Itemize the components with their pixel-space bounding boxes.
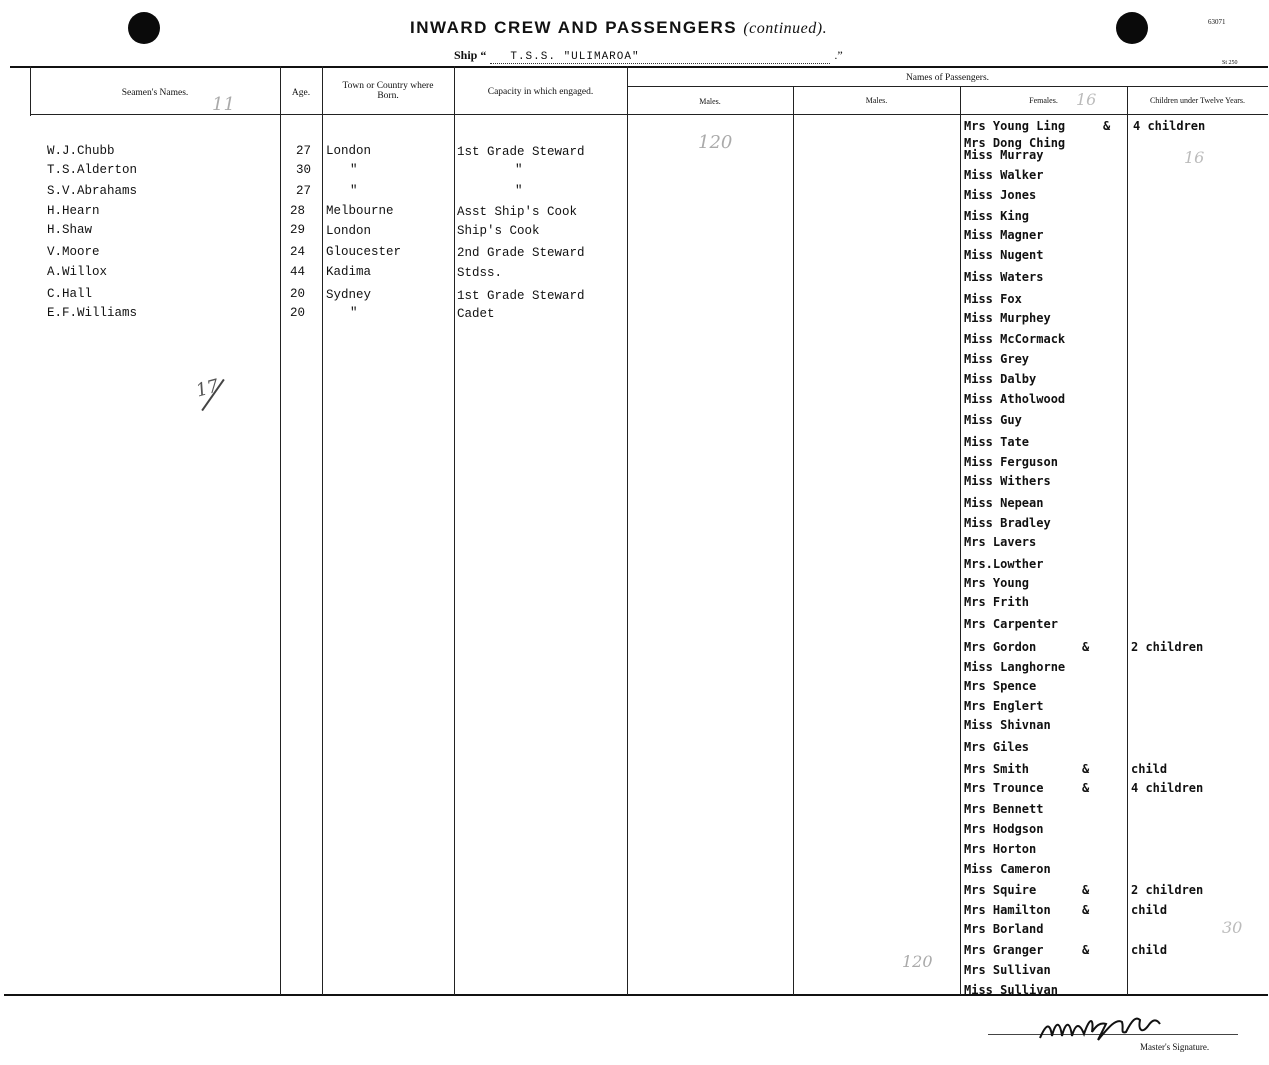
- crew-age: 20: [290, 287, 306, 301]
- col-divider-females: [960, 86, 961, 995]
- pencil-female-count: 16: [1076, 90, 1097, 109]
- pencil-crew-mark: 17: [193, 375, 222, 402]
- female-passenger-name: Mrs Squire: [964, 883, 1037, 897]
- children-count: child: [1131, 943, 1168, 957]
- ship-name: T.S.S. "ULIMAROA": [490, 51, 830, 64]
- ampersand: &: [1082, 903, 1090, 917]
- children-count: 2 children: [1131, 883, 1204, 897]
- female-passenger-name: Miss Grey: [964, 352, 1030, 366]
- crew-capacity: 1st Grade Steward: [457, 289, 585, 303]
- female-passenger-name: Miss Atholwood: [964, 392, 1066, 406]
- pencil-seamen-count: 11: [212, 94, 235, 115]
- crew-town: London: [326, 144, 372, 158]
- form-number: 63071: [1208, 18, 1226, 26]
- female-passenger-name: Miss Murray: [964, 148, 1044, 162]
- crew-name: H.Hearn: [47, 204, 100, 218]
- punch-hole-left: [128, 12, 160, 44]
- female-passenger-name: Mrs Englert: [964, 699, 1044, 713]
- ampersand: &: [1082, 762, 1090, 776]
- form-code: St 250: [1222, 60, 1238, 66]
- female-passenger-name: Miss Sullivan: [964, 983, 1058, 997]
- crew-name: T.S.Alderton: [47, 163, 138, 177]
- crew-age: 29: [290, 223, 306, 237]
- crew-capacity: 2nd Grade Steward: [457, 246, 585, 260]
- col-divider-town: [322, 66, 323, 995]
- form-title: INWARD CREW AND PASSENGERS (continued).: [410, 18, 828, 37]
- female-passenger-name: Miss Nepean: [964, 496, 1044, 510]
- pencil-bottom-mark: 120: [902, 952, 933, 971]
- female-passenger-name: Miss McCormack: [964, 332, 1066, 346]
- crew-age: 44: [290, 265, 306, 279]
- crew-capacity: Stdss.: [457, 266, 503, 280]
- female-passenger-name: Miss Fox: [964, 292, 1022, 306]
- female-passenger-name: Mrs Sullivan: [964, 963, 1051, 977]
- female-passenger-name: Mrs Carpenter: [964, 617, 1058, 631]
- female-passenger-name: Miss Nugent: [964, 248, 1044, 262]
- female-passenger-name: Miss Dalby: [964, 372, 1037, 386]
- female-passenger-name: Miss Bradley: [964, 516, 1051, 530]
- ampersand: &: [1082, 883, 1090, 897]
- crew-age: 27: [296, 184, 312, 198]
- crew-town: ": [350, 163, 358, 177]
- pencil-child-count: 16: [1184, 148, 1205, 167]
- crew-age: 20: [290, 306, 306, 320]
- punch-hole-right: [1116, 12, 1148, 44]
- female-passenger-name: Mrs Granger: [964, 943, 1044, 957]
- col-divider-males2: [793, 86, 794, 995]
- header-seamen: Seamen's Names.: [121, 88, 189, 98]
- female-passenger-name: Mrs Bennett: [964, 802, 1044, 816]
- female-passenger-name: Miss Walker: [964, 168, 1044, 182]
- children-count: 4 children: [1131, 781, 1204, 795]
- female-passenger-name: Miss Langhorne: [964, 660, 1066, 674]
- female-passenger-name: Miss Cameron: [964, 862, 1051, 876]
- crew-town: Sydney: [326, 288, 372, 302]
- crew-name: H.Shaw: [47, 223, 93, 237]
- female-passenger-name: Miss Magner: [964, 228, 1044, 242]
- crew-age: 28: [290, 204, 306, 218]
- female-passenger-name: Mrs Spence: [964, 679, 1037, 693]
- female-passenger-name: Miss Ferguson: [964, 455, 1058, 469]
- table-bottom-rule: [4, 994, 1268, 996]
- pencil-right-mark: 30: [1222, 918, 1243, 937]
- crew-name: S.V.Abrahams: [47, 184, 138, 198]
- ampersand: &: [1082, 943, 1090, 957]
- female-passenger-name: Mrs Young: [964, 576, 1030, 590]
- crew-name: W.J.Chubb: [47, 144, 115, 158]
- female-passenger-name: Miss Withers: [964, 474, 1051, 488]
- crew-capacity: 1st Grade Steward: [457, 145, 585, 159]
- female-passenger-name: Mrs Hamilton: [964, 903, 1051, 917]
- crew-age: 30: [296, 163, 312, 177]
- female-passenger-name: Miss Jones: [964, 188, 1037, 202]
- female-passenger-name: Mrs Horton: [964, 842, 1037, 856]
- crew-town: Gloucester: [326, 245, 402, 259]
- crew-town: ": [350, 184, 358, 198]
- female-passenger-name: Mrs Young Ling: [964, 119, 1066, 133]
- header-males-2: Males.: [865, 96, 888, 105]
- header-town: Town or Country where Born.: [342, 81, 434, 101]
- female-passenger-name: Mrs Smith: [964, 762, 1030, 776]
- female-passenger-name: Miss Shivnan: [964, 718, 1051, 732]
- crew-name: E.F.Williams: [47, 306, 138, 320]
- crew-capacity: ": [515, 184, 523, 198]
- female-passenger-name: Mrs Borland: [964, 922, 1044, 936]
- crew-name: C.Hall: [47, 287, 93, 301]
- crew-name: V.Moore: [47, 245, 100, 259]
- crew-age: 27: [296, 144, 312, 158]
- female-passenger-name: Mrs Giles: [964, 740, 1030, 754]
- female-passenger-name: Mrs Hodgson: [964, 822, 1044, 836]
- female-passenger-name: Mrs.Lowther: [964, 557, 1044, 571]
- col-divider-age: [280, 66, 281, 995]
- female-passenger-name: Miss Waters: [964, 270, 1044, 284]
- crew-town: Melbourne: [326, 204, 394, 218]
- ampersand: &: [1082, 640, 1090, 654]
- crew-town: Kadima: [326, 265, 372, 279]
- crew-age: 24: [290, 245, 306, 259]
- children-count: 2 children: [1131, 640, 1204, 654]
- female-passenger-name: Mrs Trounce: [964, 781, 1044, 795]
- ship-line: Ship “ T.S.S. "ULIMAROA" .”: [454, 48, 843, 63]
- header-males-1: Males.: [699, 97, 721, 106]
- female-passenger-name: Miss Guy: [964, 413, 1022, 427]
- crew-capacity: ": [515, 163, 523, 177]
- ampersand: &: [1082, 781, 1090, 795]
- header-age: Age.: [291, 88, 311, 98]
- crew-capacity: Cadet: [457, 307, 495, 321]
- header-children: Children under Twelve Years.: [1149, 96, 1246, 105]
- passengers-subheader-rule: [627, 86, 1268, 87]
- crew-name: A.Willox: [47, 265, 108, 279]
- female-passenger-name: Mrs Gordon: [964, 640, 1037, 654]
- col-divider-children: [1127, 86, 1128, 995]
- female-passenger-name: Mrs Dong Ching: [964, 136, 1066, 150]
- female-passenger-name: Miss King: [964, 209, 1030, 223]
- ampersand: &: [1103, 119, 1111, 133]
- female-passenger-name: Mrs Frith: [964, 595, 1030, 609]
- signature-label: Master's Signature.: [1140, 1042, 1210, 1052]
- female-passenger-name: Miss Tate: [964, 435, 1030, 449]
- header-females: Females.: [1029, 96, 1058, 105]
- children-count: child: [1131, 903, 1168, 917]
- header-capacity: Capacity in which engaged.: [487, 87, 594, 97]
- crew-capacity: Ship's Cook: [457, 224, 540, 238]
- children-count: child: [1131, 762, 1168, 776]
- female-passenger-name: Mrs Lavers: [964, 535, 1037, 549]
- col-divider-capacity: [454, 66, 455, 995]
- master-signature-icon: [1036, 1010, 1172, 1046]
- crew-town: London: [326, 224, 372, 238]
- crew-capacity: Asst Ship's Cook: [457, 205, 578, 219]
- female-passenger-name: Miss Murphey: [964, 311, 1051, 325]
- table-top-rule: [10, 66, 1268, 68]
- crew-town: ": [350, 306, 358, 320]
- col-divider-males1: [627, 66, 628, 995]
- children-count: 4 children: [1133, 119, 1206, 133]
- header-passengers: Names of Passengers.: [905, 73, 990, 83]
- pencil-male-mark: 120: [698, 132, 733, 153]
